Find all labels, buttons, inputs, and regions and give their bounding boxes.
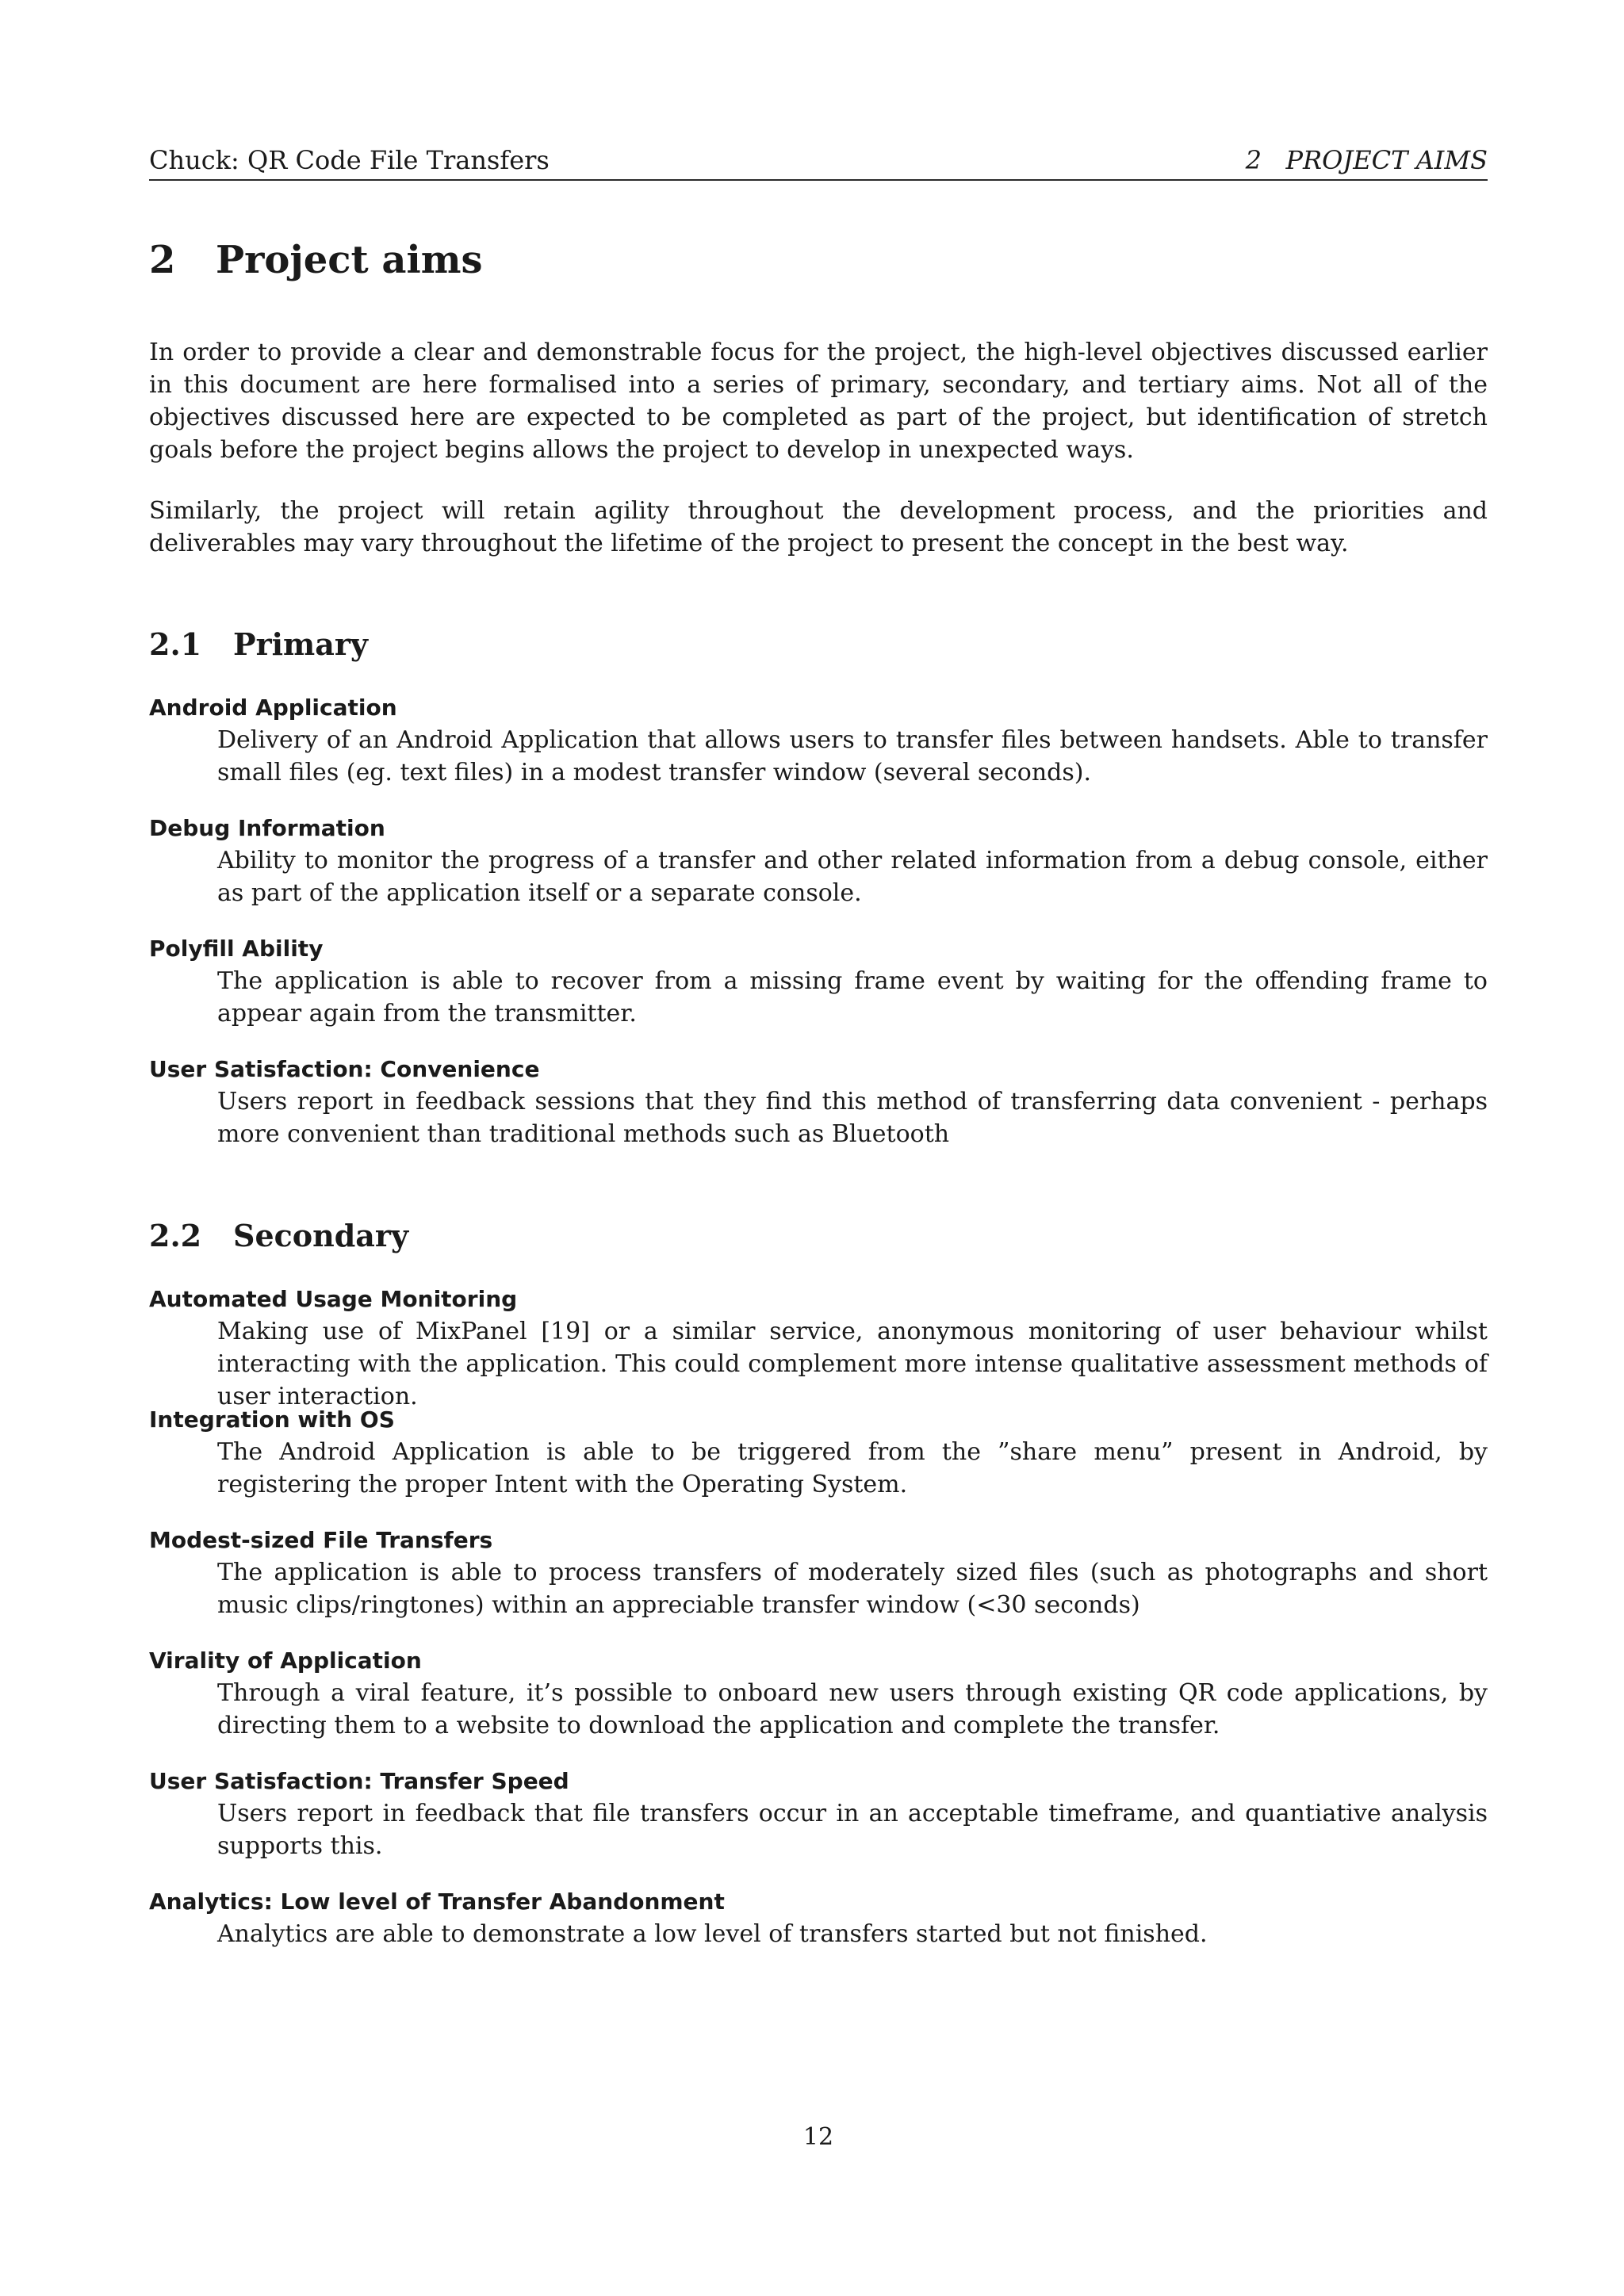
aim-description: Users report in feedback sessions that they find this method of transferring data convenient - perhaps more convenient than traditional methods such as Bluetooth xyxy=(217,1088,1488,1148)
aim-item xyxy=(149,1053,1488,1150)
aim-description: Through a viral feature, it’s possible to onboard new users through existing QR code applications, by directing them to a website to download the application and complete the transfer. xyxy=(217,1679,1488,1739)
aim-term: Analytics: Low level of Transfer Abandonment xyxy=(149,1888,725,1915)
aim-term: Virality of Application xyxy=(149,1647,422,1674)
aim-term: Integration with OS xyxy=(149,1406,395,1433)
aim-item xyxy=(149,1765,1488,1862)
subsection-heading-secondary xyxy=(149,1216,408,1256)
aim-description: Ability to monitor the progress of a transfer and other related information from a debug console, either as part of the application itself or a separate console. xyxy=(217,847,1488,907)
aim-description: Users report in feedback that file transfers occur in an acceptable timeframe, and quantiative analysis supports this. xyxy=(217,1800,1488,1860)
aim-description: The application is able to recover from a missing frame event by waiting for the offending frame to appear again from the transmitter. xyxy=(217,967,1488,1027)
section-number: 2 xyxy=(149,238,176,282)
aim-description: Delivery of an Android Application that allows users to transfer files between handsets. Able to transfer small files (eg. text files) in a modest transfer window (several seconds). xyxy=(217,726,1488,786)
aim-item xyxy=(149,1403,1488,1501)
subsection-heading-primary xyxy=(149,625,368,664)
subsection-number: 2.2 xyxy=(149,1218,202,1253)
header-title: Chuck: QR Code File Transfers xyxy=(149,145,550,175)
subsection-number: 2.1 xyxy=(149,626,202,662)
aim-item xyxy=(149,691,1488,789)
aim-description: The Android Application is able to be triggered from the ”share menu” present in Android, by registering the proper Intent with the Operating System. xyxy=(217,1438,1488,1498)
subsection-title: Primary xyxy=(233,626,368,662)
section-title: Project aims xyxy=(216,238,483,282)
intro-paragraph-2: Similarly, the project will retain agility throughout the development process, and the priorities and deliverables may vary throughout the lifetime of the project to present the concept in the best way. xyxy=(149,497,1488,557)
aim-item xyxy=(149,1644,1488,1742)
aim-term: Modest-sized File Transfers xyxy=(149,1527,493,1553)
subsection-title: Secondary xyxy=(233,1218,409,1253)
aim-item xyxy=(149,812,1488,909)
aim-description: Making use of MixPanel [19] or a similar service, anonymous monitoring of user behaviour whilst interacting with the application. This could complement more intense qualitative assessment methods of user interaction. xyxy=(217,1318,1488,1410)
aim-term: User Satisfaction: Transfer Speed xyxy=(149,1768,569,1794)
aim-item xyxy=(149,1283,1488,1413)
intro-paragraph-1: In order to provide a clear and demonstrable focus for the project, the high-level objectives discussed earlier in this document are here formalised into a series of primary, secondary, and tertiary aims. Not all of the objectives discussed here are expected to be completed as part of the project, but identification of stretch goals before the project begins allows the project to develop in unexpected ways. xyxy=(149,339,1488,464)
aim-term: Android Application xyxy=(149,695,397,721)
document-page xyxy=(149,0,1488,2296)
aim-term: Debug Information xyxy=(149,815,385,841)
page-number: 12 xyxy=(802,2123,834,2151)
aim-term: Polyfill Ability xyxy=(149,936,324,962)
aim-description: Analytics are able to demonstrate a low level of transfers started but not finished. xyxy=(217,1920,1208,1948)
aim-item xyxy=(149,932,1488,1030)
running-header xyxy=(149,141,1488,181)
section-heading xyxy=(149,235,483,285)
header-section: 2 PROJECT AIMS xyxy=(1245,145,1488,175)
aim-term: Automated Usage Monitoring xyxy=(149,1286,518,1312)
aim-term: User Satisfaction: Convenience xyxy=(149,1056,540,1082)
aim-item xyxy=(149,1524,1488,1621)
aim-item xyxy=(149,1885,1488,1950)
aim-description: The application is able to process transfers of moderately sized files (such as photographs and short music clips/ringtones) within an appreciable transfer window (<30 seconds) xyxy=(217,1559,1488,1619)
